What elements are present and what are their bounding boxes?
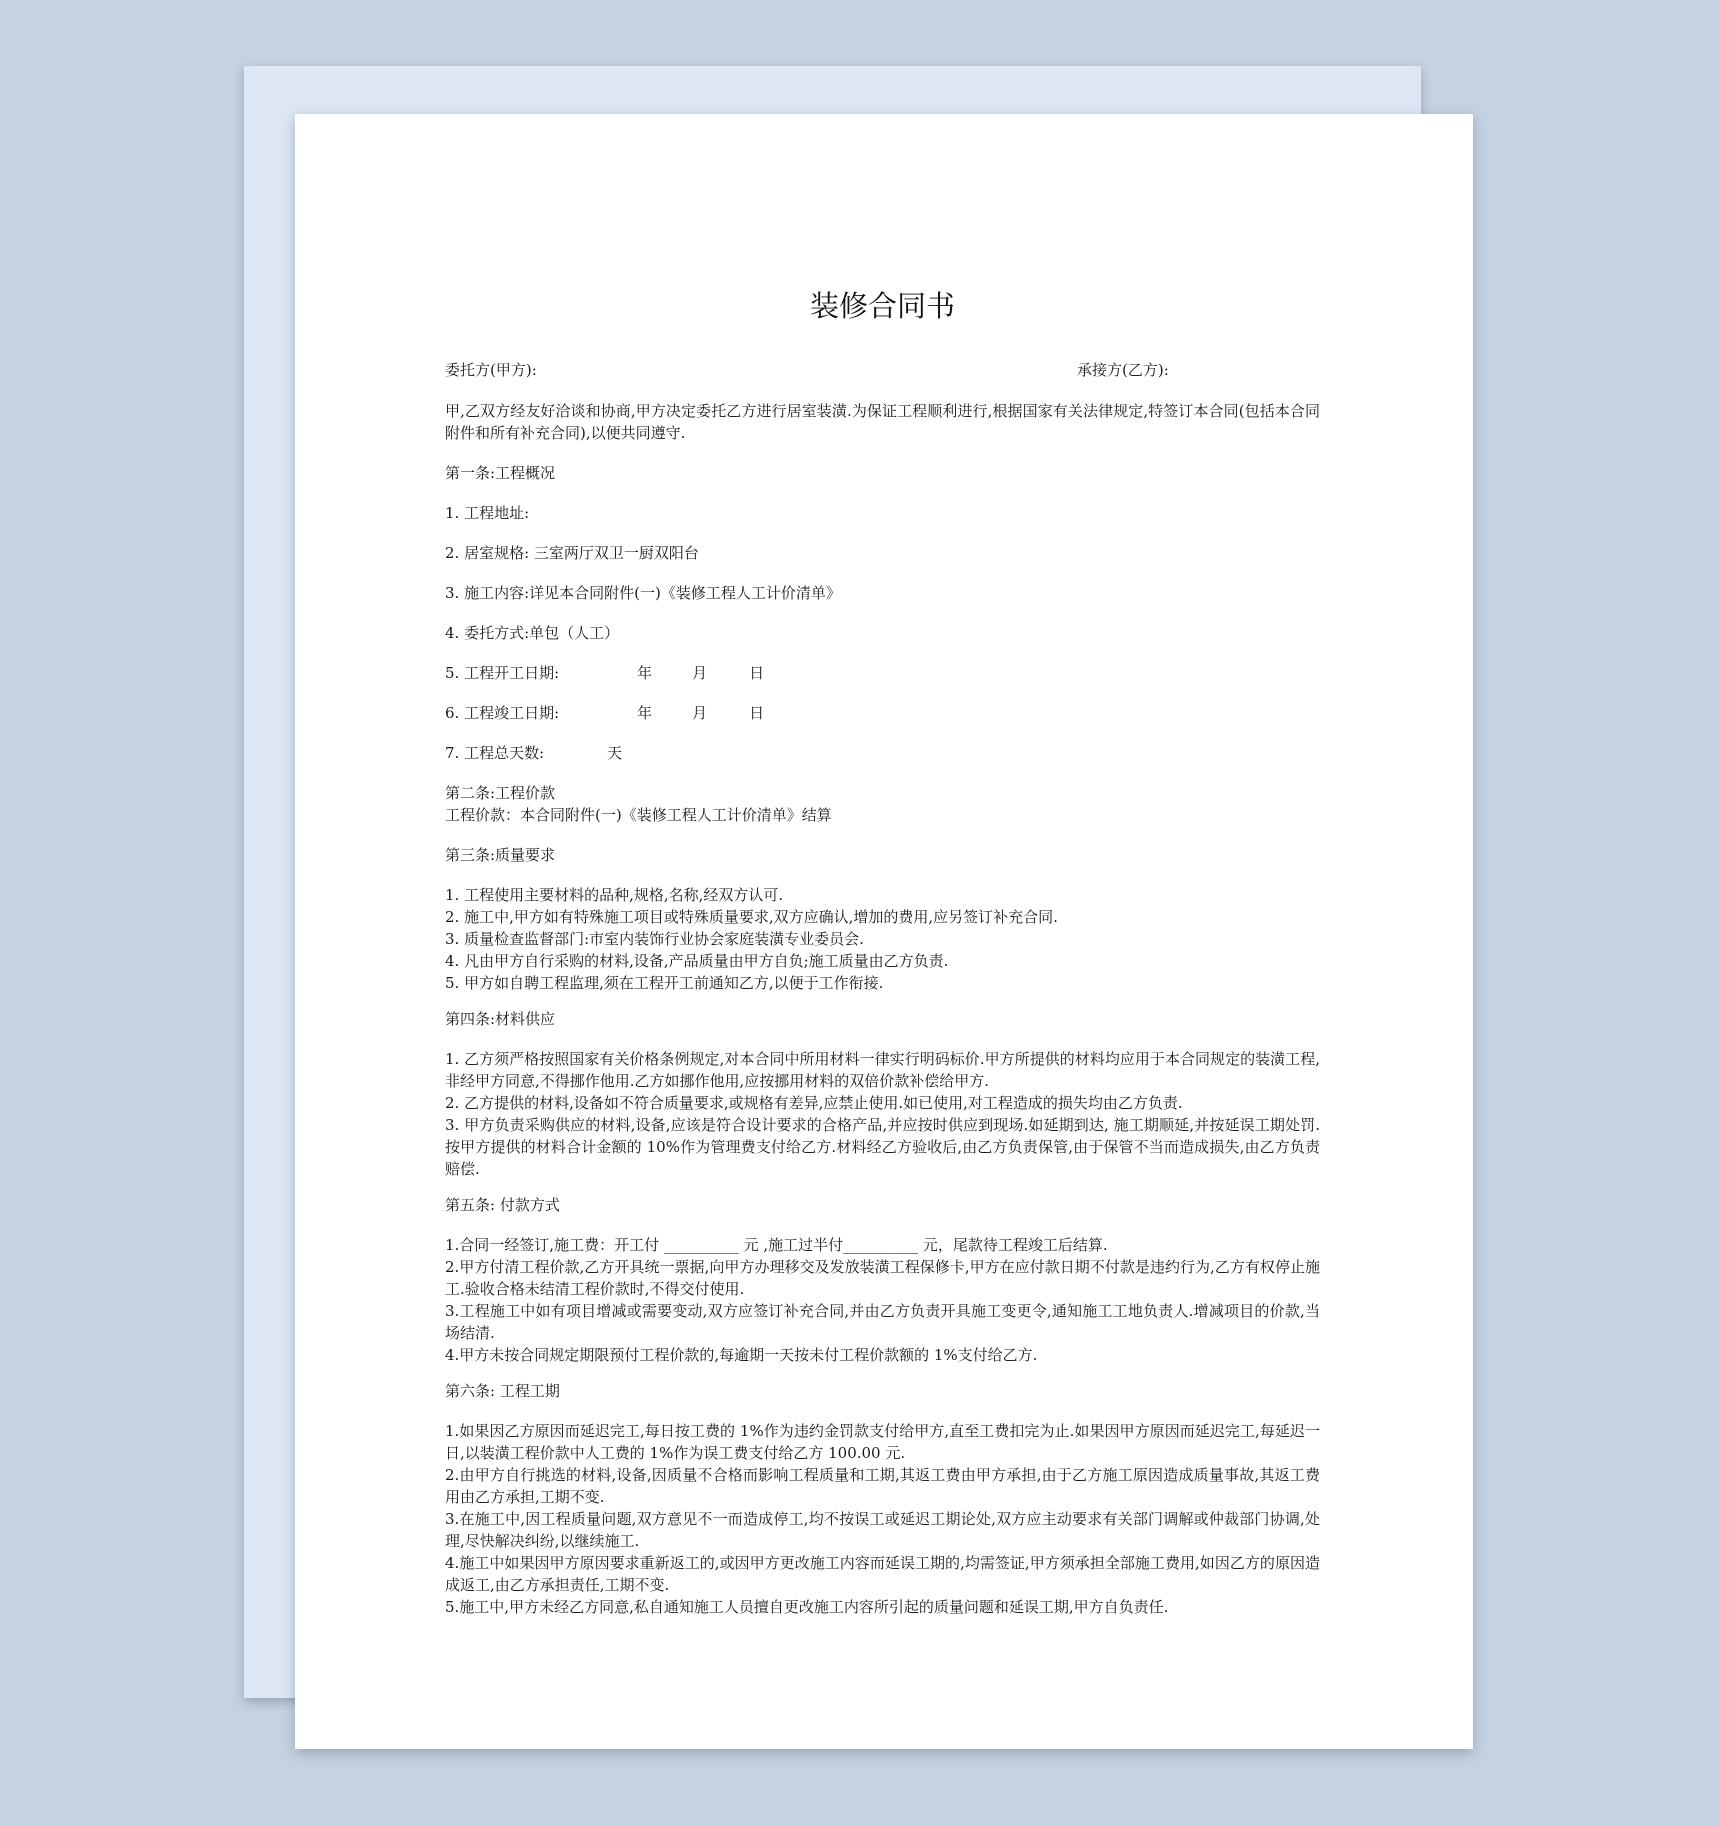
start-year: 年: [637, 664, 653, 682]
end-year: 年: [637, 704, 653, 722]
article1-total-days: [445, 742, 622, 764]
article1-address: 1. 工程地址:: [445, 504, 530, 522]
intro-paragraph: 甲,乙双方经友好洽谈和协商,甲方决定委托乙方进行居室装潢.为保证工程顺利进行,根据国家有关法律规定,特签订本合同(包括本合同附件和所有补充合同),以便共同遵守.: [445, 402, 1320, 442]
total-days-unit: 天: [607, 744, 623, 762]
article2-heading: 第二条:工程价款: [445, 784, 556, 802]
document-page: [295, 114, 1473, 1749]
list-item: 4.甲方未按合同规定期限预付工程价款的,每逾期一天按未付工程价款额的 1%支付给乙方.: [445, 1346, 1038, 1364]
end-day: 日: [749, 704, 765, 722]
list-item: 2.甲方付清工程价款,乙方开具统一票据,向甲方办理移交及发放装潢工程保修卡,甲方在应付款日期不付款是违约行为,乙方有权停止施工.验收合格未结清工程价款时,不得交付使用.: [445, 1258, 1320, 1298]
article1-end-date: [445, 702, 764, 724]
list-item: 2. 施工中,甲方如有特殊施工项目或特殊质量要求,双方应确认,增加的费用,应另签订补充合同.: [445, 908, 1058, 926]
article1-content: 3. 施工内容:详见本合同附件(一)《装修工程人工计价清单》: [445, 584, 841, 602]
article6-list: [445, 1420, 1320, 1618]
party-b-label: 承接方(乙方):: [1077, 361, 1169, 379]
end-date-label: 6. 工程竣工日期:: [445, 704, 560, 722]
start-day: 日: [749, 664, 765, 682]
total-days-label: 7. 工程总天数:: [445, 744, 545, 762]
document-title: 装修合同书: [809, 289, 955, 323]
list-item: 1.合同一经签订,施工费：开工付 __________ 元 ,施工过半付__________ 元，尾款待工程竣工后结算.: [445, 1236, 1108, 1254]
list-item: 5.施工中,甲方未经乙方同意,私自通知施工人员擅自更改施工内容所引起的质量问题和延误工期,甲方自负责任.: [445, 1598, 1169, 1616]
article1-start-date: [445, 662, 764, 684]
article1-method: 4. 委托方式:单包（人工）: [445, 624, 620, 642]
article6-heading: 第六条: 工程工期: [445, 1382, 560, 1400]
article4-heading: 第四条:材料供应: [445, 1010, 556, 1028]
list-item: 2. 乙方提供的材料,设备如不符合质量要求,或规格有差异,应禁止使用.如已使用,对工程造成的损失均由乙方负责.: [445, 1094, 1183, 1112]
list-item: 5. 甲方如自聘工程监理,须在工程开工前通知乙方,以便于工作衔接.: [445, 974, 884, 992]
list-item: 4.施工中如果因甲方原因要求重新返工的,或因甲方更改施工内容而延误工期的,均需签证,甲方须承担全部施工费用,如因乙方的原因造成返工,由乙方承担责任,工期不变.: [445, 1554, 1320, 1594]
start-date-label: 5. 工程开工日期:: [445, 664, 560, 682]
list-item: 2.由甲方自行挑选的材料,设备,因质量不合格而影响工程质量和工期,其返工费由甲方承担,由于乙方施工原因造成质量事故,其返工费用由乙方承担,工期不变.: [445, 1466, 1320, 1506]
article5-heading: 第五条: 付款方式: [445, 1196, 560, 1214]
article1-heading: 第一条:工程概况: [445, 464, 556, 482]
article5-list: [445, 1234, 1320, 1366]
article2-text: 工程价款：本合同附件(一)《装修工程人工计价清单》结算: [445, 806, 832, 824]
article3-list: [445, 884, 1320, 994]
list-item: 4. 凡由甲方自行采购的材料,设备,产品质量由甲方自负;施工质量由乙方负责.: [445, 952, 949, 970]
list-item: 3. 质量检查监督部门:市室内装饰行业协会家庭装潢专业委员会.: [445, 930, 864, 948]
list-item: 1.如果因乙方原因而延迟完工,每日按工费的 1%作为违约金罚款支付给甲方,直至工费扣完为止.如果因甲方原因而延迟完工,每延迟一日,以装潢工程价款中人工费的 1%作为误工费支付给乙方 100.00 元.: [445, 1422, 1320, 1462]
list-item: 1. 乙方须严格按照国家有关价格条例规定,对本合同中所用材料一律实行明码标价.甲方所提供的材料均应用于本合同规定的装潢工程,非经甲方同意,不得挪作他用.乙方如挪作他用,应按挪用材料的双倍价款补偿给甲方.: [445, 1050, 1320, 1090]
list-item: 3. 甲方负责采购供应的材料,设备,应该是符合设计要求的合格产品,并应按时供应到现场.如延期到达, 施工期顺延,并按延误工期处罚.按甲方提供的材料合计金额的 10%作为管理费支付给乙方.材料经乙方验收后,由乙方负责保管,由于保管不当而造成损失,由乙方负责赔偿.: [445, 1116, 1320, 1178]
list-item: 3.在施工中,因工程质量问题,双方意见不一而造成停工,均不按误工或延迟工期论处,双方应主动要求有关部门调解或仲裁部门协调,处理,尽快解决纠纷,以继续施工.: [445, 1510, 1320, 1550]
article1-spec: 2. 居室规格: 三室两厅双卫一厨双阳台: [445, 544, 699, 562]
list-item: 3.工程施工中如有项目增减或需要变动,双方应签订补充合同,并由乙方负责开具施工变更令,通知施工工地负责人.增减项目的价款,当场结清.: [445, 1302, 1320, 1342]
start-month: 月: [692, 664, 708, 682]
article3-heading: 第三条:质量要求: [445, 846, 556, 864]
list-item: 1. 工程使用主要材料的品种,规格,名称,经双方认可.: [445, 886, 784, 904]
end-month: 月: [692, 704, 708, 722]
party-a-label: 委托方(甲方):: [445, 361, 537, 379]
article4-list: [445, 1048, 1320, 1180]
